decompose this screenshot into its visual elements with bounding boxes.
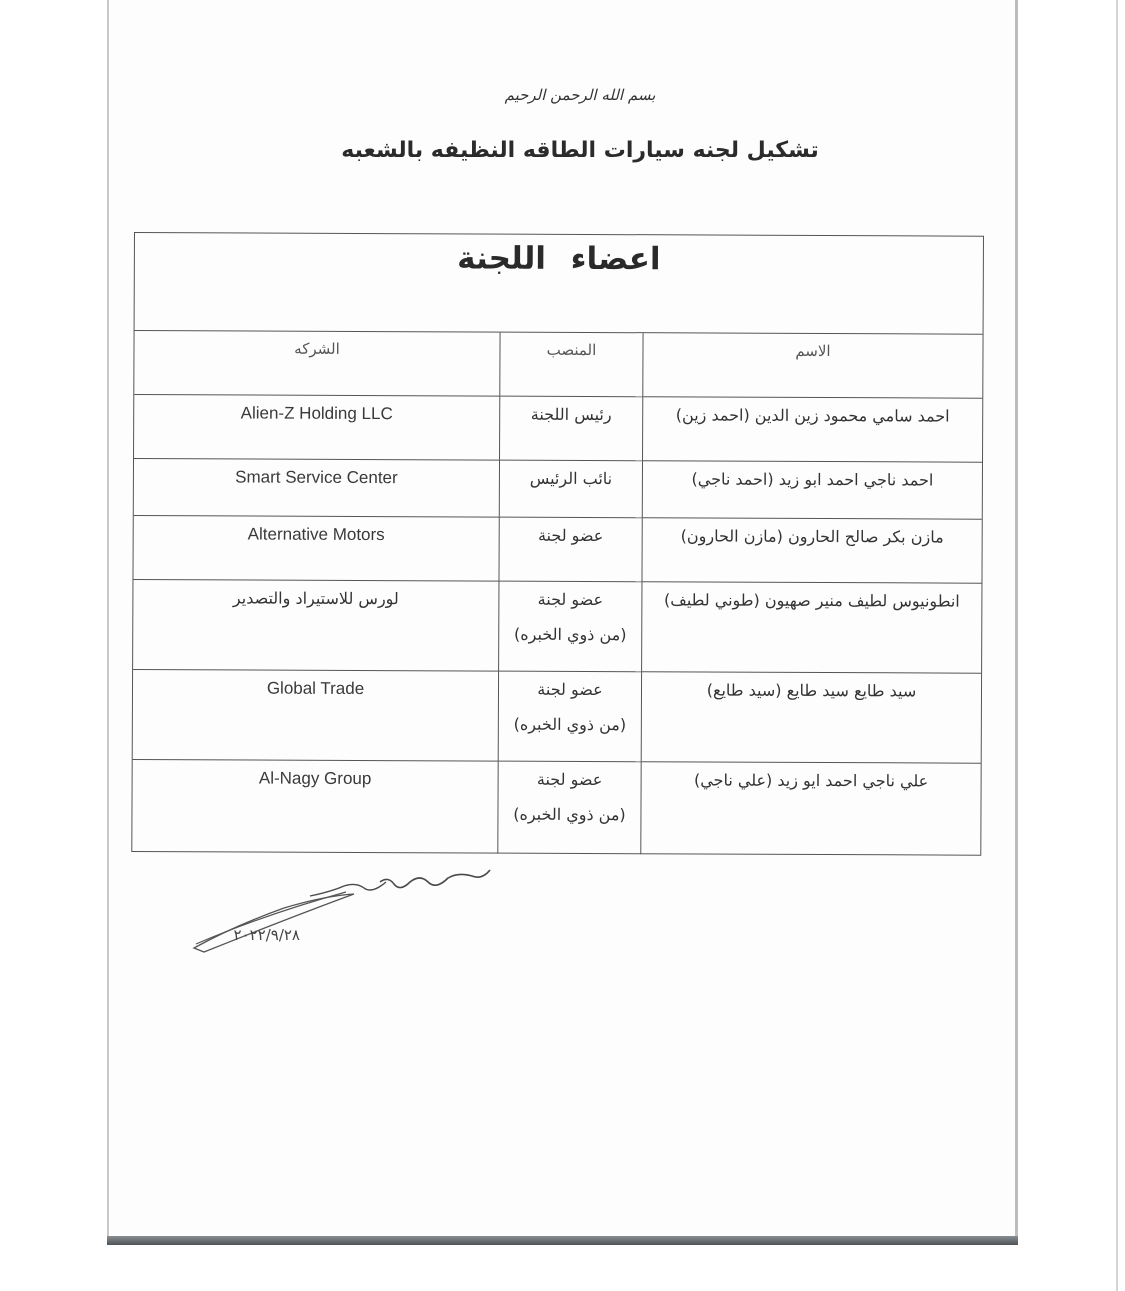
column-header-position: المنصب — [500, 333, 643, 398]
position-note: (من ذوي الخبره) — [513, 804, 626, 825]
table-cell-position — [498, 762, 641, 855]
position-note: (من ذوي الخبره) — [513, 624, 627, 645]
table-cell-position — [499, 672, 642, 763]
table-cell-company: Alternative Motors — [133, 516, 499, 582]
page-edge-right — [1015, 0, 1018, 1245]
position-note: (من ذوي الخبره) — [513, 714, 627, 735]
position-label: رئيس اللجنة — [530, 404, 612, 425]
signature-date: ٢٠٢٢/٩/٢٨ — [233, 926, 300, 944]
table-cell-company: Al-Nagy Group — [132, 760, 498, 854]
table-cell-position — [499, 518, 642, 583]
basmala: بسم الله الرحمن الرحيم — [504, 86, 656, 104]
table-grid — [132, 331, 982, 856]
position-label: عضو لجنة — [537, 589, 604, 610]
committee-table — [131, 232, 984, 856]
table-cell-name: احمد ناجي احمد ابو زيد (احمد ناجي) — [643, 461, 982, 519]
table-cell-position — [500, 397, 643, 462]
page-edge-bottom — [107, 1236, 1018, 1245]
table-cell-company: Alien-Z Holding LLC — [134, 395, 500, 461]
position-label: نائب الرئيس — [529, 468, 613, 489]
table-cell-position — [500, 461, 643, 519]
position-label: عضو لجنة — [536, 769, 603, 790]
column-header-name: الاسم — [643, 333, 982, 398]
table-cell-company: لورس للاستيراد والتصدير — [133, 580, 499, 672]
handwritten-signature — [190, 868, 530, 958]
table-cell-position — [499, 582, 642, 673]
table-cell-name: علي ناجي احمد ايو زيد (علي ناجي) — [693, 770, 929, 791]
table-cell-company: Global Trade — [133, 670, 499, 762]
column-header-company: الشركه — [134, 331, 500, 397]
table-cell-name: انطونيوس لطيف منير صهيون (طوني لطيف) — [642, 582, 981, 673]
table-cell-name: احمد سامي محمود زين الدين (احمد زين) — [643, 397, 982, 462]
document-title: تشكيل لجنه سيارات الطاقه النظيفه بالشعبه — [341, 138, 819, 163]
frame-edge-right — [1116, 0, 1118, 1291]
table-cell-name: مازن بكر صالح الحارون (مازن الحارون) — [642, 518, 981, 583]
table-heading: اعضاء اللجنة — [135, 233, 983, 335]
position-label: عضو لجنة — [537, 679, 603, 700]
table-cell-company: Smart Service Center — [134, 459, 500, 518]
position-label: عضو لجنة — [537, 525, 604, 546]
table-cell-name: سيد طايع سيد طايع (سيد طايع) — [642, 672, 981, 763]
